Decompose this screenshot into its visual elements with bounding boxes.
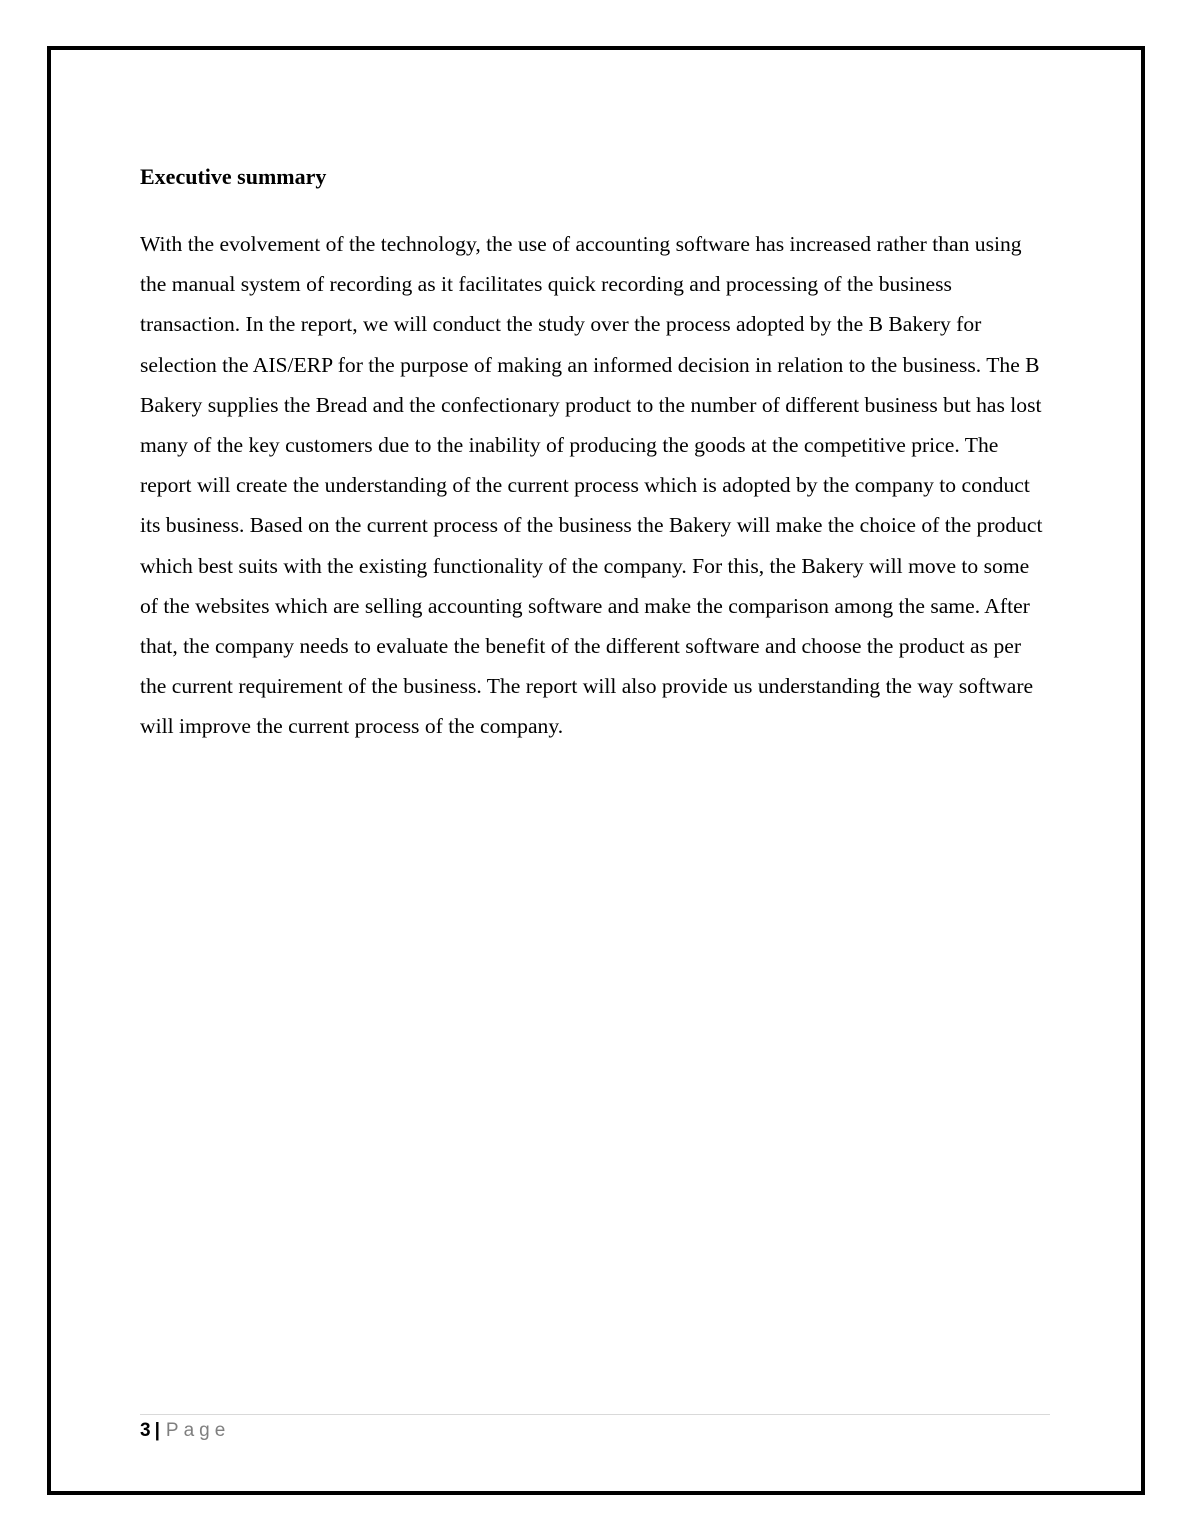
- page-content: [140, 162, 1052, 747]
- page-label: Page: [165, 1420, 231, 1441]
- footer-separator: |: [154, 1420, 160, 1441]
- section-heading: Executive summary: [140, 164, 327, 189]
- body-paragraph: With the evolvement of the technology, the use of accounting software has increased rather than using the manual system of recording as it facilitates quick recording and processing of the business transaction. In the report, we will conduct the study over the process adopted by the B Bakery for selection the AIS/ERP for the purpose of making an informed decision in relation to the business. The B Bakery supplies the Bread and the confectionary product to the number of different business but has lost many of the key customers due to the inability of producing the goods at the competitive price. The report will create the understanding of the current process which is adopted by the company to conduct its business. Based on the current process of the business the Bakery will make the choice of the product which best suits with the existing functionality of the company. For this, the Bakery will move to some of the websites which are selling accounting software and make the comparison among the same. After that, the company needs to evaluate the benefit of the different software and choose the product as per the current requirement of the business. The report will also provide us understanding the way software will improve the current process of the company.: [140, 232, 1043, 739]
- page-number: 3: [140, 1420, 151, 1441]
- page-footer: [140, 1418, 230, 1444]
- footer-divider: [140, 1414, 1050, 1415]
